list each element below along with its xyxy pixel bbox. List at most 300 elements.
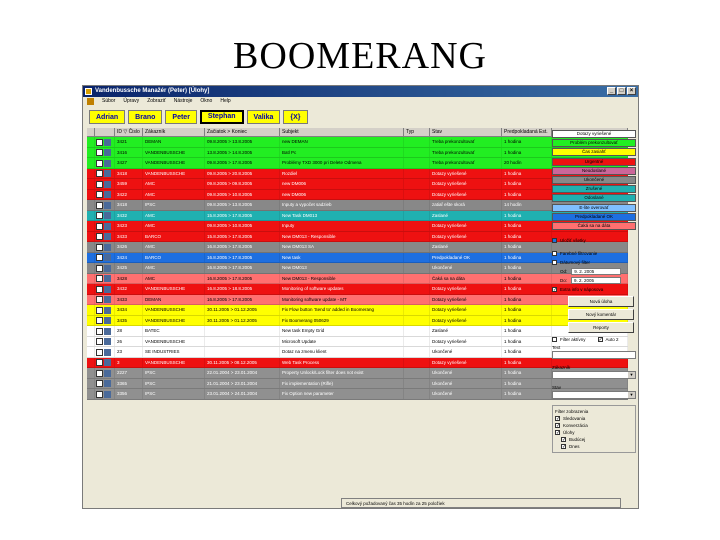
row-subject-cell: New Task DM013 xyxy=(280,211,404,221)
row-customer-cell: AMC xyxy=(143,211,205,221)
state-button[interactable]: Odoslané xyxy=(552,194,636,202)
row-customer-cell: BARCO xyxy=(143,232,205,242)
row-select-cell xyxy=(87,242,95,252)
row-select-cell xyxy=(87,148,95,158)
row-type-cell xyxy=(404,158,430,168)
window-title: Vandenbussche Manažér (Peter) [Úlohy] xyxy=(95,88,210,94)
state-button[interactable]: Neodoslané xyxy=(552,167,636,175)
done-checkbox-icon[interactable] xyxy=(96,296,103,303)
row-customer-cell: VANDENBUSSCHE xyxy=(143,358,205,368)
row-dates-cell: 16.8.2005 > 17.8.2005 xyxy=(205,263,280,273)
done-checkbox-icon[interactable] xyxy=(96,328,103,335)
row-estimate-cell: 1 hodina xyxy=(502,253,552,263)
row-dates-cell xyxy=(205,337,280,347)
row-dates-cell: 09.8.2005 > 13.8.2005 xyxy=(205,200,280,210)
row-estimate-cell: 1 hodina xyxy=(502,358,552,368)
row-state-cell: Dotazy vyriešené xyxy=(430,316,502,326)
display-filter-checkbox[interactable]: ✓ xyxy=(562,436,567,443)
date-filter-checkbox[interactable] xyxy=(552,260,557,265)
done-checkbox-icon[interactable] xyxy=(96,160,103,167)
menu-bar xyxy=(83,97,638,106)
row-subject-cell: New DM013 SA xyxy=(280,242,404,252)
row-select-cell xyxy=(87,274,95,284)
table-row[interactable] xyxy=(87,221,628,232)
display-filter-checkbox[interactable]: ✓ xyxy=(556,422,561,429)
menu-tools[interactable]: Nástroje xyxy=(173,98,193,104)
done-checkbox-icon[interactable] xyxy=(96,307,103,314)
row-select-cell xyxy=(87,179,95,189)
row-id-cell: 3418 xyxy=(115,200,143,210)
row-customer-cell: AMC xyxy=(143,242,205,252)
row-icons-cell xyxy=(95,221,115,231)
row-state-cell: Dotazy vyriešené xyxy=(430,169,502,179)
done-checkbox-icon[interactable] xyxy=(96,223,103,230)
row-select-cell xyxy=(87,200,95,210)
row-subject-cell: Fix Boomerang 050629 xyxy=(280,316,404,326)
done-checkbox-icon[interactable] xyxy=(96,191,103,198)
table-row[interactable] xyxy=(87,305,628,316)
color-filter-option[interactable] xyxy=(552,249,636,258)
table-row[interactable] xyxy=(87,295,628,306)
col-subject[interactable]: Subjekt xyxy=(280,128,404,136)
close-button[interactable]: × xyxy=(627,87,636,95)
row-state-cell: Dotazy vyriešené xyxy=(430,358,502,368)
display-filter-label: Úlohy xyxy=(563,429,575,435)
table-row[interactable] xyxy=(87,326,628,337)
chevron-down-icon[interactable]: ▼ xyxy=(629,391,634,397)
task-type-icon xyxy=(104,380,111,387)
state-button[interactable]: E-lite overovať xyxy=(552,204,636,212)
save-view-checkbox[interactable] xyxy=(552,238,557,243)
task-type-icon xyxy=(104,307,111,314)
done-checkbox-icon[interactable] xyxy=(96,391,103,398)
row-icons-cell xyxy=(95,305,115,315)
state-buttons xyxy=(552,130,636,230)
row-subject-cell: new DM006 xyxy=(280,179,404,189)
state-button[interactable]: Čaká sa na dáta xyxy=(552,222,636,230)
row-select-cell xyxy=(87,379,95,389)
row-dates-cell: 23.01.2004 > 24.01.2004 xyxy=(205,389,280,399)
done-checkbox-icon[interactable] xyxy=(96,233,103,240)
task-type-icon xyxy=(104,317,111,324)
row-state-cell: zatiaľ ešte skorá xyxy=(430,200,502,210)
display-filter-option[interactable] xyxy=(555,415,633,422)
table-row[interactable] xyxy=(87,158,628,169)
filter-active-row xyxy=(552,335,636,344)
window-controls xyxy=(607,87,636,95)
row-type-cell xyxy=(404,200,430,210)
auto-label: Auto 2 xyxy=(605,336,619,342)
row-customer-cell: VANDENBUSSCHE xyxy=(143,148,205,158)
done-checkbox-icon[interactable] xyxy=(96,202,103,209)
row-icons-cell xyxy=(95,368,115,378)
table-row[interactable] xyxy=(87,389,628,400)
view-options xyxy=(552,236,636,453)
row-type-cell xyxy=(404,326,430,336)
new-comment-button[interactable]: Nový komentár xyxy=(568,309,634,320)
to-date-input[interactable]: 9. 2. 2005 xyxy=(571,277,621,284)
state-filter-select[interactable] xyxy=(552,391,636,399)
row-select-cell xyxy=(87,137,95,147)
row-subject-cell: New task Empty Grid xyxy=(280,326,404,336)
row-dates-cell: 09.8.2005 > 20.8.2005 xyxy=(205,169,280,179)
row-icons-cell xyxy=(95,326,115,336)
row-id-cell: 3423 xyxy=(115,221,143,231)
menu-window[interactable]: Okno xyxy=(200,98,213,104)
row-type-cell xyxy=(404,148,430,158)
row-icons-cell xyxy=(95,379,115,389)
row-subject-cell: Rozdiel xyxy=(280,169,404,179)
row-state-cell: Zaslané xyxy=(430,211,502,221)
col-id[interactable]: ID ▽ Čislo xyxy=(115,128,143,136)
done-checkbox-icon[interactable] xyxy=(96,254,103,261)
row-icons-cell xyxy=(95,232,115,242)
col-customer[interactable]: Zákazník xyxy=(143,128,205,136)
row-customer-cell: DEMAN xyxy=(143,137,205,147)
task-type-icon xyxy=(104,244,111,251)
state-button[interactable]: Čas zasiahť xyxy=(552,148,636,156)
state-button[interactable]: Urgentné xyxy=(552,158,636,166)
display-filter-option[interactable] xyxy=(555,443,633,450)
filter-active-label: Filter aktívny xyxy=(560,336,586,342)
row-type-cell xyxy=(404,137,430,147)
row-dates-cell: 15.8.2005 > 17.8.2005 xyxy=(205,232,280,242)
task-type-icon xyxy=(104,275,111,282)
row-customer-cell: AMC xyxy=(143,190,205,200)
row-type-cell xyxy=(404,274,430,284)
row-customer-cell: VANDENBUSSCHE xyxy=(143,305,205,315)
row-id-cell: 28 xyxy=(115,326,143,336)
row-select-cell xyxy=(87,263,95,273)
table-row[interactable] xyxy=(87,284,628,295)
text-filter-input[interactable] xyxy=(552,351,636,359)
row-customer-cell: VANDENBUSSCHE xyxy=(143,337,205,347)
row-id-cell: 3356 xyxy=(115,389,143,399)
task-type-icon xyxy=(104,202,111,209)
row-select-cell xyxy=(87,316,95,326)
row-customer-cell: VANDENBUSSCHE xyxy=(143,169,205,179)
row-select-cell xyxy=(87,358,95,368)
row-dates-cell: 16.8.2005 > 17.8.2005 xyxy=(205,274,280,284)
row-dates-cell: 16.8.2005 > 17.8.2005 xyxy=(205,253,280,263)
row-id-cell: 3434 xyxy=(115,305,143,315)
row-icons-cell xyxy=(95,263,115,273)
row-icons-cell xyxy=(95,137,115,147)
row-select-cell xyxy=(87,190,95,200)
chevron-down-icon[interactable]: ▼ xyxy=(629,371,634,377)
row-state-cell: Čaká sa na dáta xyxy=(430,274,502,284)
state-button[interactable]: Dotazy vyriešené xyxy=(552,130,636,138)
task-type-icon xyxy=(104,370,111,377)
row-dates-cell xyxy=(205,326,280,336)
row-id-cell: 3416 xyxy=(115,148,143,158)
row-state-cell: Treba prekonzultovať xyxy=(430,137,502,147)
row-estimate-cell: 1 hodina xyxy=(502,221,552,231)
row-estimate-cell: 1 hodina xyxy=(502,368,552,378)
row-dates-cell xyxy=(205,347,280,357)
filter-active-checkbox[interactable] xyxy=(552,337,557,342)
menu-edit[interactable]: Úpravy xyxy=(123,98,140,104)
slide-title: BOOMERANG xyxy=(233,35,487,77)
maximize-button[interactable]: □ xyxy=(617,87,626,95)
row-estimate-cell: 1 hodina xyxy=(502,284,552,294)
row-estimate-cell: 1 hodina xyxy=(502,242,552,252)
row-subject-cell: New task xyxy=(280,253,404,263)
row-select-cell xyxy=(87,284,95,294)
row-state-cell: Treba prekonzultovať xyxy=(430,158,502,168)
display-filter-label: Budúcej xyxy=(569,436,586,442)
row-state-cell: Dotazy vyriešené xyxy=(430,232,502,242)
menu-view[interactable]: Zobraziť xyxy=(147,98,166,104)
row-id-cell: 3426 xyxy=(115,242,143,252)
row-select-cell xyxy=(87,347,95,357)
row-id-cell: 3433 xyxy=(115,232,143,242)
row-type-cell xyxy=(404,337,430,347)
row-icons-cell xyxy=(95,253,115,263)
done-checkbox-icon[interactable] xyxy=(96,380,103,387)
color-filter-label: Farebné filtrovanie xyxy=(560,250,598,256)
row-subject-cell: Dotaz na zmenu klient xyxy=(280,347,404,357)
row-state-cell: Dotazy vyriešené xyxy=(430,284,502,294)
row-icons-cell xyxy=(95,242,115,252)
user-tab-valika[interactable]: Valika xyxy=(247,110,281,124)
row-type-cell xyxy=(404,368,430,378)
save-view-option[interactable] xyxy=(552,236,636,245)
state-button[interactable]: Zrušené xyxy=(552,185,636,193)
user-tab-adrian[interactable]: Adrian xyxy=(89,110,125,124)
state-button[interactable]: Problém prekonzultovať xyxy=(552,139,636,147)
col-dates[interactable]: Začiatok > Koniec xyxy=(205,128,280,136)
row-type-cell xyxy=(404,316,430,326)
user-tab-stephan[interactable]: Stephan xyxy=(200,110,244,124)
done-checkbox-icon[interactable] xyxy=(96,170,103,177)
row-dates-cell: 13.8.2005 > 14.8.2005 xyxy=(205,148,280,158)
row-select-cell xyxy=(87,326,95,336)
row-icons-cell xyxy=(95,295,115,305)
row-id-cell: 3 xyxy=(115,358,143,368)
user-tab-brano[interactable]: Brano xyxy=(128,110,162,124)
date-filter-option[interactable] xyxy=(552,258,636,267)
row-customer-cell: AMC xyxy=(143,263,205,273)
col-state[interactable]: Stav xyxy=(430,128,502,136)
app-window xyxy=(82,85,639,509)
row-state-cell: Ukončené xyxy=(430,347,502,357)
date-filter-label: Dátumový filter xyxy=(560,259,591,265)
table-row[interactable] xyxy=(87,379,628,390)
extra-info-option[interactable] xyxy=(552,285,636,294)
table-row[interactable] xyxy=(87,137,628,148)
row-dates-cell: 09.8.2005 > 17.8.2005 xyxy=(205,158,280,168)
display-filter-option[interactable] xyxy=(555,436,633,443)
done-checkbox-icon[interactable] xyxy=(96,317,103,324)
row-state-cell: Ukončené xyxy=(430,379,502,389)
row-subject-cell: Inputy xyxy=(280,221,404,231)
row-estimate-cell: 1 hodina xyxy=(502,389,552,399)
row-subject-cell: Web Task Process xyxy=(280,358,404,368)
display-filter-options xyxy=(555,415,633,450)
done-checkbox-icon[interactable] xyxy=(96,244,103,251)
task-type-icon xyxy=(104,359,111,366)
menu-help[interactable]: Help xyxy=(220,98,231,104)
done-checkbox-icon[interactable] xyxy=(96,212,103,219)
display-filter-label: Sledovania xyxy=(563,415,586,421)
user-tabs xyxy=(89,110,311,124)
table-row[interactable] xyxy=(87,232,628,243)
table-row[interactable] xyxy=(87,263,628,274)
row-estimate-cell: 1 hodina xyxy=(502,232,552,242)
minimize-button[interactable]: _ xyxy=(607,87,616,95)
row-estimate-cell: 1 hodina xyxy=(502,305,552,315)
table-row[interactable] xyxy=(87,169,628,180)
state-filter-label: Stav xyxy=(552,384,562,390)
done-checkbox-icon[interactable] xyxy=(96,370,103,377)
display-filter-checkbox[interactable]: ✓ xyxy=(562,443,567,450)
row-type-cell xyxy=(404,263,430,273)
row-customer-cell: SE INDUSTRIES xyxy=(143,347,205,357)
table-row[interactable] xyxy=(87,148,628,159)
row-dates-cell: 09.8.2005 > 09.8.2005 xyxy=(205,179,280,189)
row-customer-cell: BATEC xyxy=(143,326,205,336)
row-subject-cell: Batl Pc xyxy=(280,148,404,158)
row-subject-cell: Monitoring software update - MT xyxy=(280,295,404,305)
done-checkbox-icon[interactable] xyxy=(96,149,103,156)
table-row[interactable] xyxy=(87,242,628,253)
from-date-row xyxy=(552,267,636,276)
from-date-input[interactable]: 9. 2. 2005 xyxy=(571,268,621,275)
table-row[interactable] xyxy=(87,347,628,358)
new-task-button[interactable]: Nová úloha xyxy=(568,296,634,307)
customer-filter-select[interactable] xyxy=(552,371,636,379)
task-type-icon xyxy=(104,265,111,272)
task-type-icon xyxy=(104,149,111,156)
row-id-cell: 3422 xyxy=(115,190,143,200)
table-row[interactable] xyxy=(87,316,628,327)
done-checkbox-icon[interactable] xyxy=(96,181,103,188)
row-icons-cell xyxy=(95,169,115,179)
extra-info-checkbox[interactable]: ✓ xyxy=(553,286,558,293)
done-checkbox-icon[interactable] xyxy=(96,338,103,345)
row-icons-cell xyxy=(95,316,115,326)
display-filter-option[interactable] xyxy=(555,429,633,436)
row-type-cell xyxy=(404,221,430,231)
row-estimate-cell: 1 hodina xyxy=(502,263,552,273)
row-subject-cell: new DEMAN xyxy=(280,137,404,147)
row-id-cell: 3433 xyxy=(115,295,143,305)
table-row[interactable] xyxy=(87,358,628,369)
reports-button[interactable]: Reporty xyxy=(568,322,634,333)
table-row[interactable] xyxy=(87,250,628,264)
user-tab-peter[interactable]: Peter xyxy=(165,110,197,124)
row-estimate-cell: 1 hodina xyxy=(502,137,552,147)
table-row[interactable] xyxy=(87,368,628,379)
save-view-label: Uložiť všetky xyxy=(560,237,586,243)
row-icons-cell xyxy=(95,337,115,347)
color-filter-checkbox[interactable] xyxy=(552,251,557,256)
user-tab-x[interactable]: {X} xyxy=(283,110,307,124)
row-id-cell: 3459 xyxy=(115,179,143,189)
row-customer-cell: IPSC xyxy=(143,200,205,210)
table-row[interactable] xyxy=(87,274,628,285)
done-checkbox-icon[interactable] xyxy=(96,349,103,356)
row-dates-cell: 16.8.2005 > 18.8.2005 xyxy=(205,284,280,294)
display-filter-box xyxy=(552,405,636,453)
task-type-icon xyxy=(104,296,111,303)
task-type-icon xyxy=(104,328,111,335)
row-estimate-cell: 1 hodina xyxy=(502,337,552,347)
done-checkbox-icon[interactable] xyxy=(96,139,103,146)
row-type-cell xyxy=(404,190,430,200)
task-type-icon xyxy=(104,170,111,177)
done-checkbox-icon[interactable] xyxy=(96,286,103,293)
row-id-cell: 3432 xyxy=(115,284,143,294)
display-filter-title: Filter zobrazenia xyxy=(555,408,589,414)
row-select-cell xyxy=(87,389,95,399)
row-state-cell: Ukončené xyxy=(430,389,502,399)
display-filter-label: Konverzácia xyxy=(563,422,588,428)
customer-filter-label: Zákazník xyxy=(552,364,571,370)
row-subject-cell: New DM013 - Responsible xyxy=(280,274,404,284)
row-id-cell: 3425 xyxy=(115,263,143,273)
row-subject-cell: Inputy a vypočet sadzieb xyxy=(280,200,404,210)
row-type-cell xyxy=(404,179,430,189)
row-id-cell: 3432 xyxy=(115,211,143,221)
row-state-cell: Treba prekonzultovať xyxy=(430,148,502,158)
row-dates-cell: 30.11.2005 > 08.12.2005 xyxy=(205,358,280,368)
task-type-icon xyxy=(104,391,111,398)
row-estimate-cell: 1 hodina xyxy=(502,295,552,305)
row-id-cell: 23 xyxy=(115,347,143,357)
table-row[interactable] xyxy=(87,337,628,348)
col-estimate[interactable]: Predpokladaná Est. xyxy=(502,128,552,136)
row-estimate-cell: 14 hodín xyxy=(502,200,552,210)
table-row[interactable] xyxy=(87,190,628,201)
done-checkbox-icon[interactable] xyxy=(96,275,103,282)
table-row[interactable] xyxy=(87,211,628,222)
row-select-cell xyxy=(87,305,95,315)
row-dates-cell: 16.8.2005 > 17.8.2005 xyxy=(205,295,280,305)
row-state-cell: Dotazy vyriešené xyxy=(430,190,502,200)
display-filter-option[interactable] xyxy=(555,422,633,429)
row-state-cell: Dotazy vyriešené xyxy=(430,305,502,315)
row-customer-cell: AMC xyxy=(143,221,205,231)
table-row[interactable] xyxy=(87,179,628,190)
app-menu-icon[interactable] xyxy=(87,98,94,105)
done-checkbox-icon[interactable] xyxy=(96,265,103,272)
row-type-cell xyxy=(404,347,430,357)
row-customer-cell: VANDENBUSSCHE xyxy=(143,284,205,294)
display-filter-checkbox[interactable]: ✓ xyxy=(556,415,561,422)
state-button[interactable]: Predpokladané OK xyxy=(552,213,636,221)
row-subject-cell: new DM006 xyxy=(280,190,404,200)
done-checkbox-icon[interactable] xyxy=(96,359,103,366)
col-type[interactable]: Typ xyxy=(404,128,430,136)
window-titlebar xyxy=(83,86,638,97)
row-select-cell xyxy=(87,295,95,305)
auto-checkbox[interactable]: ✓ xyxy=(598,336,603,343)
col-icons xyxy=(95,128,115,136)
row-select-cell xyxy=(87,232,95,242)
state-button[interactable]: Ukončené xyxy=(552,176,636,184)
table-row[interactable] xyxy=(87,200,628,211)
to-date-row xyxy=(552,276,636,285)
row-id-cell: 3424 xyxy=(115,253,143,263)
display-filter-label: Dnes xyxy=(569,443,580,449)
row-estimate-cell: 1 hodina xyxy=(502,190,552,200)
display-filter-checkbox[interactable]: ✓ xyxy=(556,429,561,436)
menu-file[interactable]: Súbor xyxy=(102,98,116,104)
row-type-cell xyxy=(404,211,430,221)
row-id-cell: 3421 xyxy=(115,137,143,147)
